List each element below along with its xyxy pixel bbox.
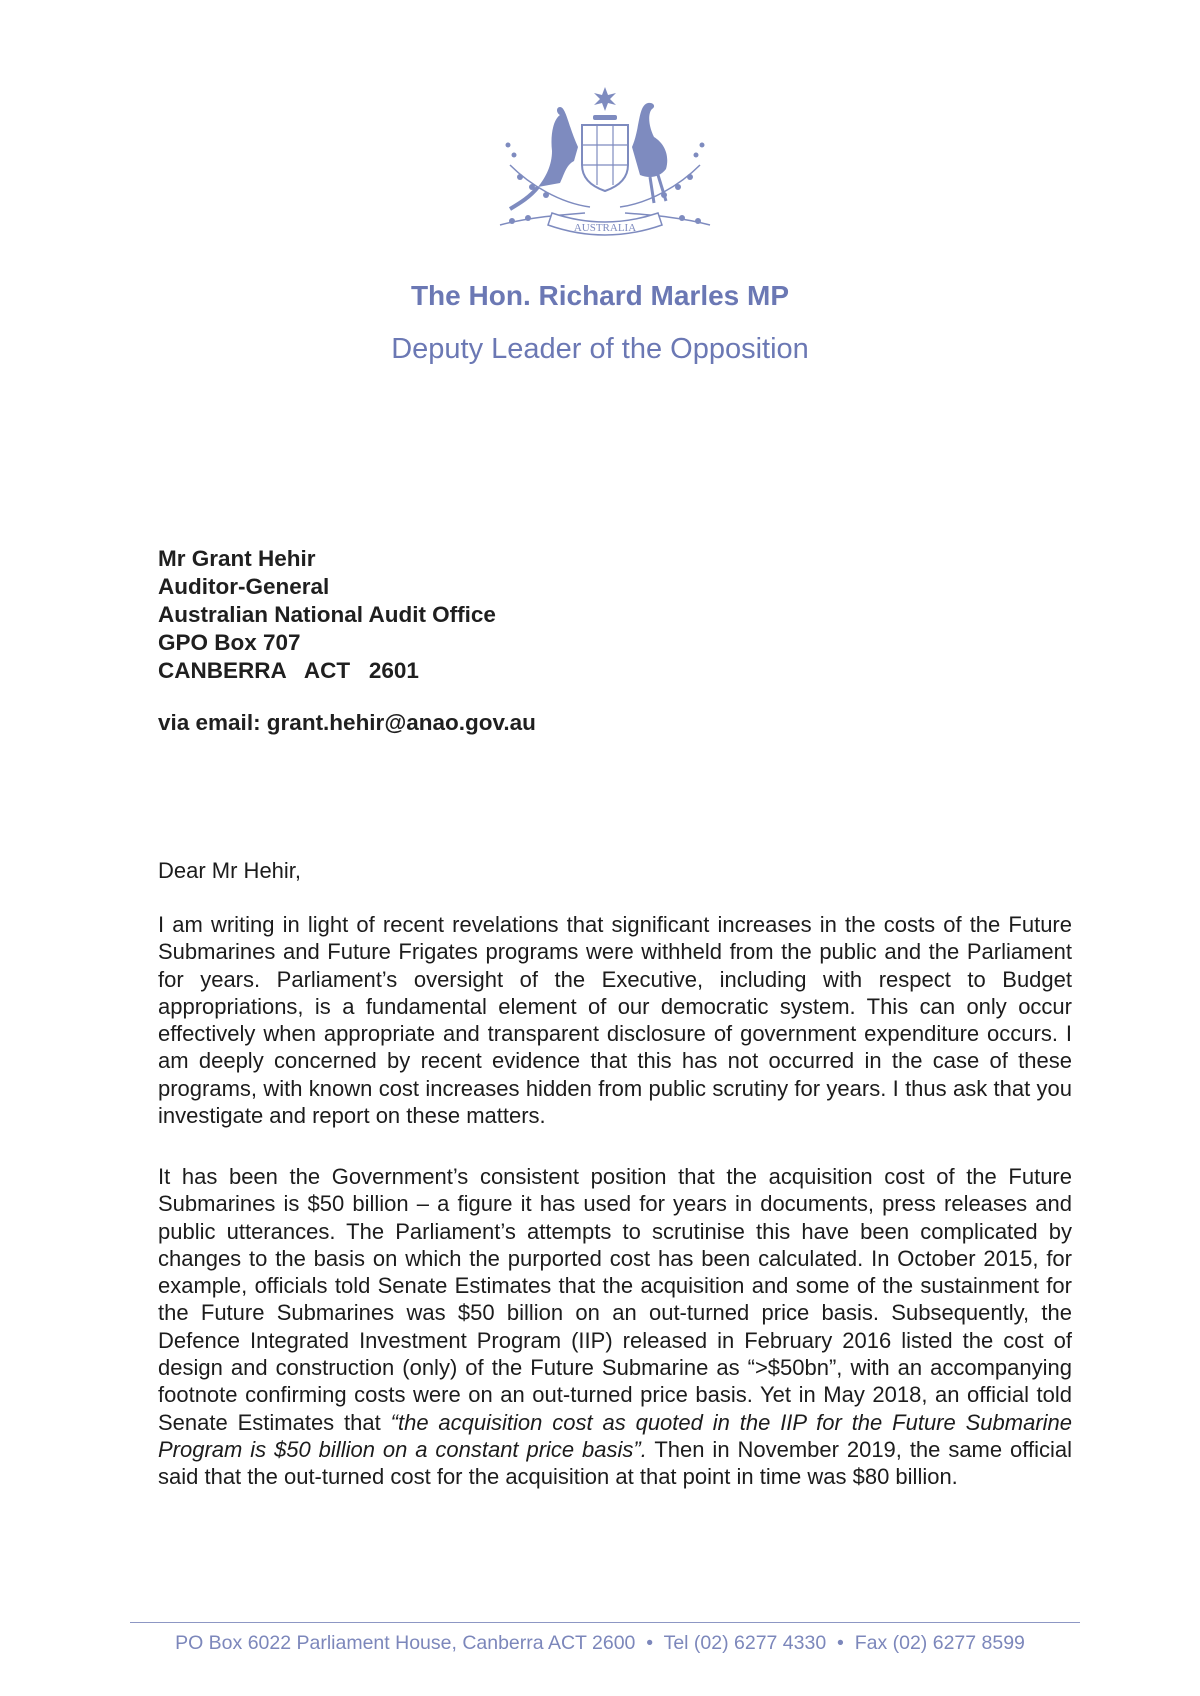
footer (0, 1632, 1200, 1655)
footer-tel: Tel (02) 6277 4330 (663, 1632, 827, 1654)
paragraph-2-text-end: Then in November 2019, the same official said that the out-turned cost for the acquisition at that point in time was $80 billion. (158, 1436, 1072, 1490)
footer-separator: • (646, 1632, 654, 1654)
recipient-organisation: Australian National Audit Office (158, 602, 496, 627)
body-paragraph-1: I am writing in light of recent revelations that significant increases in the costs of the Future Submarines and Future Frigates programs were withheld from the public and the Parliament for years. Parliament’s oversight of the Executive, including with respect to Budget appropriations, is a fundamental element of our democratic system. This can only occur effectively when appropriate and transparent disclosure of government expenditure occurs. I am deeply concerned by recent evidence that this has not occurred in the case of these programs, with known cost increases hidden from public scrutiny for years. I thus ask that you investigate and report on these matters. (158, 912, 1072, 1129)
recipient-name: Mr Grant Hehir (158, 546, 316, 571)
recipient-address-block (158, 545, 496, 685)
australian-coat-of-arms-icon (490, 85, 720, 260)
footer-address: PO Box 6022 Parliament House, Canberra ACT 2600 (175, 1632, 636, 1654)
recipient-title: Auditor-General (158, 574, 330, 599)
crest-scroll-text: AUSTRALIA (573, 222, 637, 234)
footer-separator: • (837, 1632, 844, 1654)
via-email-line: via email: grant.hehir@anao.gov.au (158, 710, 536, 735)
paragraph-2-text: It has been the Government’s consistent position that the acquisition cost of the Future Submarines is $50 billion – a figure it has used for years in documents, press releases and public utterances. The Parliament’s attempts to scrutinise this have been complicated by changes to the basis on which the purported cost has been calculated. In October 2015, for example, officials told Senate Estimates that the acquisition and some of the sustainment for the Future Submarines was $50 billion on an out-turned price basis. Subsequently, the Defence Integrated Investment Program (IIP) released in February 2016 listed the cost of design and construction (only) of the Future Submarine as “>$50bn”, with an accompanying footnote confirming costs were on an out-turned price basis. Yet in May 2018, an official told Senate Estimates that (158, 1164, 1072, 1435)
salutation: Dear Mr Hehir, (158, 858, 302, 883)
footer-fax: Fax (02) 6277 8599 (854, 1632, 1025, 1654)
letterhead-role: Deputy Leader of the Opposition (391, 333, 809, 365)
body-paragraph-2 (158, 1163, 1072, 1491)
letterhead-name: The Hon. Richard Marles MP (410, 280, 790, 311)
recipient-city: CANBERRA ACT 2601 (158, 658, 419, 683)
footer-divider (130, 1622, 1080, 1623)
paragraph-2-quote: “the acquisition cost as quoted in the IIP for the Future Submarine Program is $50 billion on a constant price basis”. (158, 1409, 1073, 1462)
recipient-po-box: GPO Box 707 (158, 630, 301, 655)
